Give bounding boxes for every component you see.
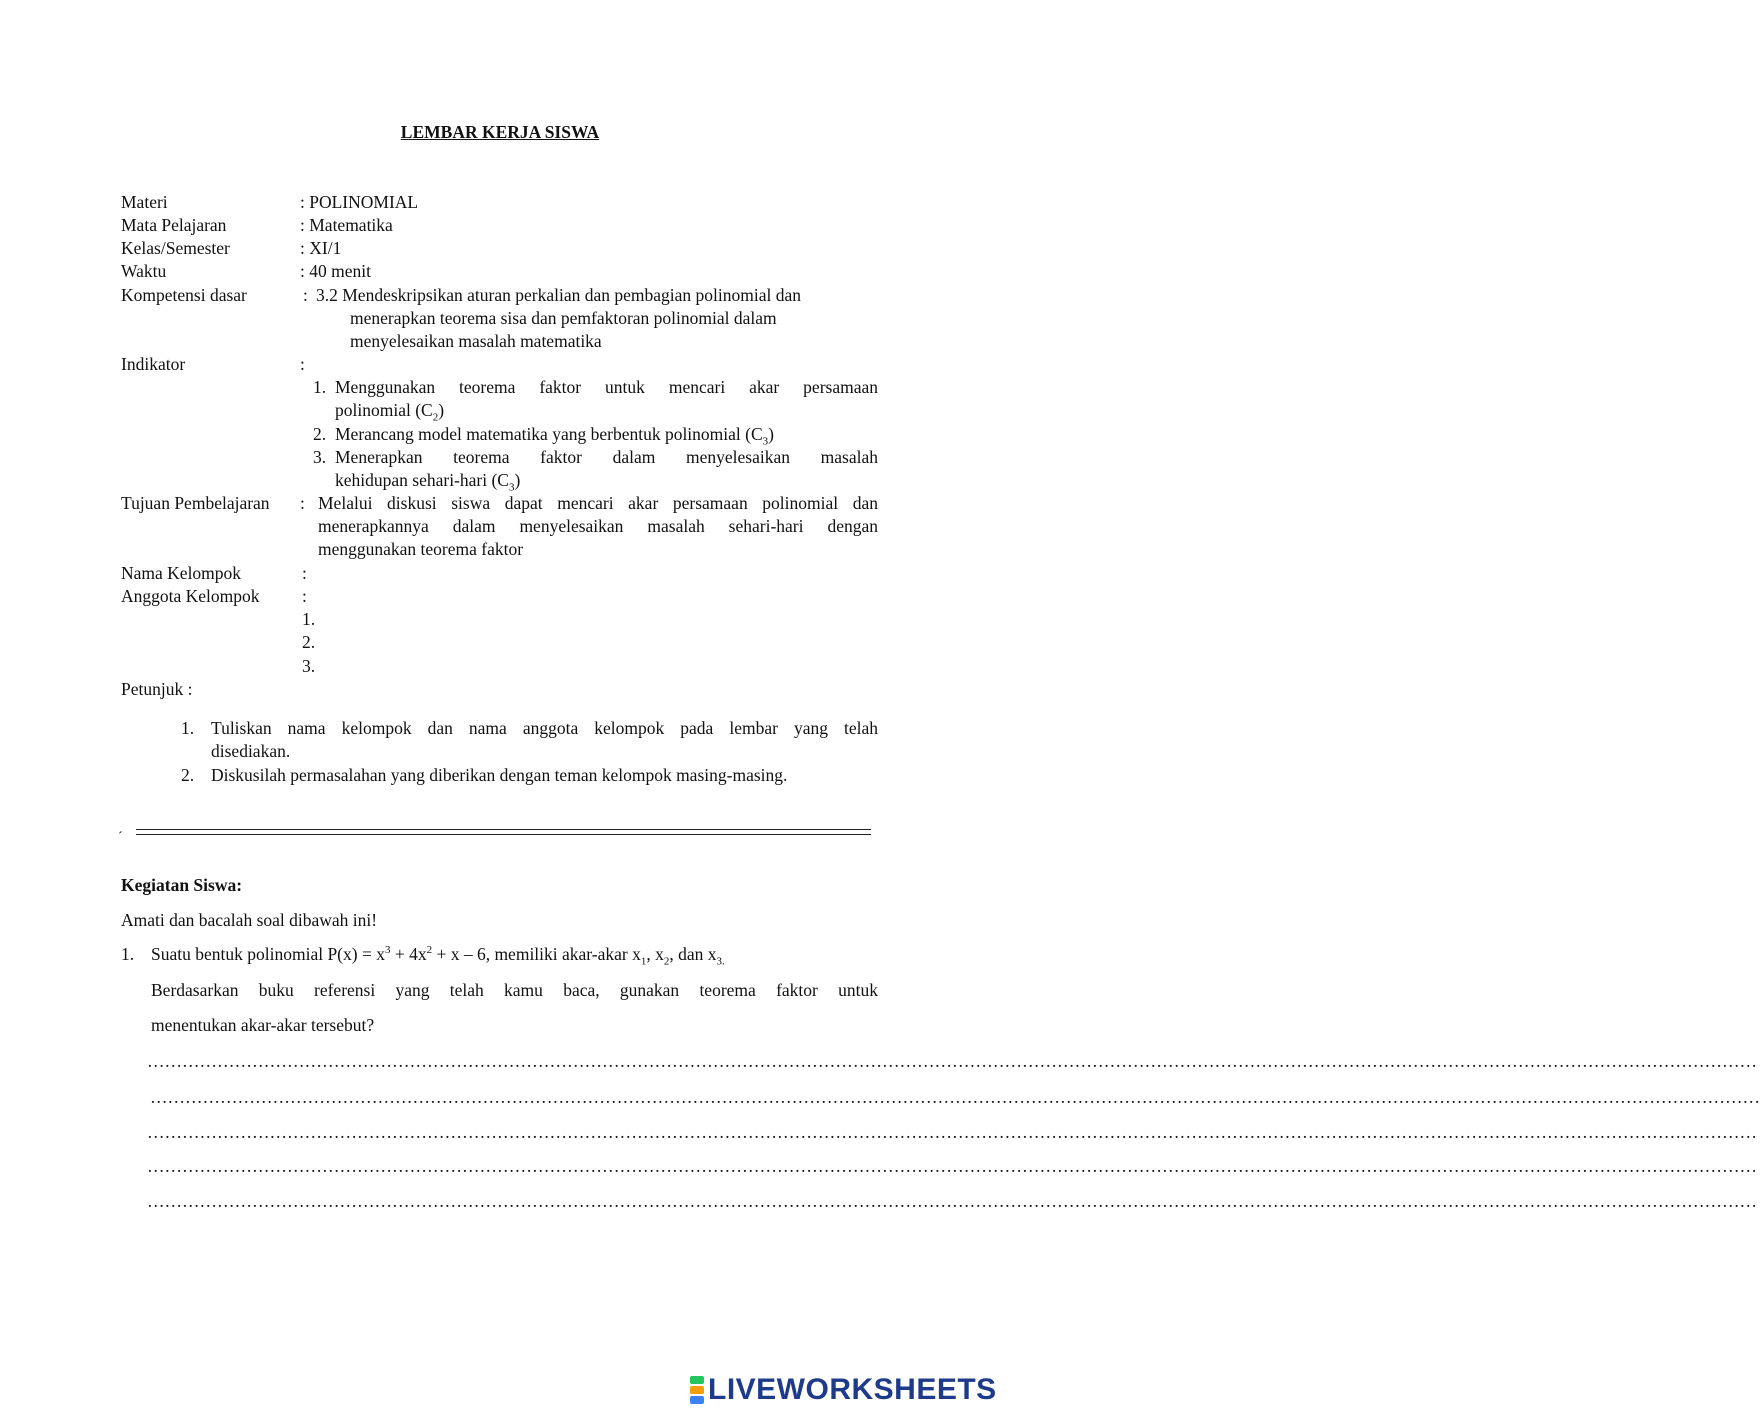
liveworksheets-logo-icon xyxy=(690,1376,704,1404)
indikator-label: Indikator xyxy=(121,354,186,374)
kd-line1: 3.2 Mendeskripsikan aturan perkalian dan pembagian polinomial dan xyxy=(316,285,802,305)
petunjuk-2-line1: Diskusilah permasalahan yang diberikan dengan teman kelompok masing-masing. xyxy=(211,765,788,785)
nama-kelompok-colon: : xyxy=(302,563,307,583)
waktu-label: Waktu xyxy=(121,261,167,281)
kd-line3: menyelesaikan masalah matematika xyxy=(350,331,602,351)
question-1-line3: menentukan akar-akar tersebut? xyxy=(151,1015,375,1035)
answer-line-2[interactable]: …………………………………………………………………………………………………………………………………………………………………………………………………………………………………………………… xyxy=(150,1087,1760,1107)
anggota-num-3: 3. xyxy=(302,656,316,676)
question-1-line1: Suatu bentuk polinomial $P(x) = x^3 + 4x^2 + x - 6$, memiliki akar-akar $x_1$, $x_2$, dan $x_{3.}$ xyxy=(151,944,725,968)
anggota-colon: : xyxy=(302,586,307,606)
separator-mark: ´ xyxy=(118,830,123,845)
indikator-1-num: 1. xyxy=(313,377,327,397)
tujuan-line1: Melalui diskusi siswa dapat mencari akar persamaan polinomial dan xyxy=(318,493,878,513)
indikator-2-num: 2. xyxy=(313,424,327,444)
anggota-num-2: 2. xyxy=(302,632,316,652)
answer-line-5[interactable]: …………………………………………………………………………………………………………………………………………………………………………………………………………………………………………………… xyxy=(147,1191,1757,1211)
indikator-colon: : xyxy=(300,354,305,374)
indikator-3-line1: Menerapkan teorema faktor dalam menyelesaikan masalah xyxy=(335,447,878,467)
answer-line-4[interactable]: …………………………………………………………………………………………………………………………………………………………………………………………………………………………………………………… xyxy=(147,1156,1757,1176)
indikator-1-line2: polinomial $(C_2)$ xyxy=(335,400,445,424)
answer-line-3[interactable]: …………………………………………………………………………………………………………………………………………………………………………………………………………………………………………………… xyxy=(147,1122,1757,1142)
separator-line-top xyxy=(136,829,871,830)
materi-label: Materi xyxy=(121,192,168,212)
question-1-num: 1. xyxy=(121,944,135,964)
petunjuk-2-num: 2. xyxy=(181,765,195,785)
kd-label: Kompetensi dasar xyxy=(121,285,247,305)
kegiatan-heading: Kegiatan Siswa: xyxy=(121,875,243,895)
indikator-2-line1: Merancang model matematika yang berbentuk polinomial $(C_3)$ xyxy=(335,424,774,448)
liveworksheets-logo xyxy=(690,1372,997,1408)
anggota-label: Anggota Kelompok xyxy=(121,586,260,606)
tujuan-colon: : xyxy=(300,493,305,513)
kd-line2: menerapkan teorema sisa dan pemfaktoran polinomial dalam xyxy=(350,308,777,328)
tujuan-line2: menerapkannya dalam menyelesaikan masalah sehari-hari dengan xyxy=(318,516,878,536)
answer-line-1[interactable]: …………………………………………………………………………………………………………………………………………………………………………………………………………………………………………………… xyxy=(147,1051,1757,1071)
mapel-label: Mata Pelajaran xyxy=(121,215,227,235)
tujuan-line3: menggunakan teorema faktor xyxy=(318,539,524,559)
indikator-1-line1: Menggunakan teorema faktor untuk mencari akar persamaan xyxy=(335,377,878,397)
page-title: LEMBAR KERJA SISWA xyxy=(400,122,600,142)
kelas-value: : XI/1 xyxy=(300,238,342,258)
tujuan-label: Tujuan Pembelajaran xyxy=(121,493,270,513)
petunjuk-1-line1: Tuliskan nama kelompok dan nama anggota kelompok pada lembar yang telah xyxy=(211,718,878,738)
question-1-line2: Berdasarkan buku referensi yang telah kamu baca, gunakan teorema faktor untuk xyxy=(151,980,878,1000)
petunjuk-1-num: 1. xyxy=(181,718,195,738)
indikator-3-num: 3. xyxy=(313,447,327,467)
anggota-num-1: 1. xyxy=(302,609,316,629)
kd-colon: : xyxy=(303,285,308,305)
separator-line-bottom xyxy=(136,834,871,835)
mapel-value: : Matematika xyxy=(300,215,393,235)
petunjuk-1-line2: disediakan. xyxy=(211,741,291,761)
logo-text: LIVEWORKSHEETS xyxy=(708,1373,997,1406)
kegiatan-intro: Amati dan bacalah soal dibawah ini! xyxy=(121,910,378,930)
materi-value: : POLINOMIAL xyxy=(300,192,419,212)
petunjuk-label: Petunjuk : xyxy=(121,679,193,699)
nama-kelompok-label: Nama Kelompok xyxy=(121,563,242,583)
kelas-label: Kelas/Semester xyxy=(121,238,230,258)
waktu-value: : 40 menit xyxy=(300,261,371,281)
indikator-3-line2: kehidupan sehari-hari $(C_3)$ xyxy=(335,470,521,494)
